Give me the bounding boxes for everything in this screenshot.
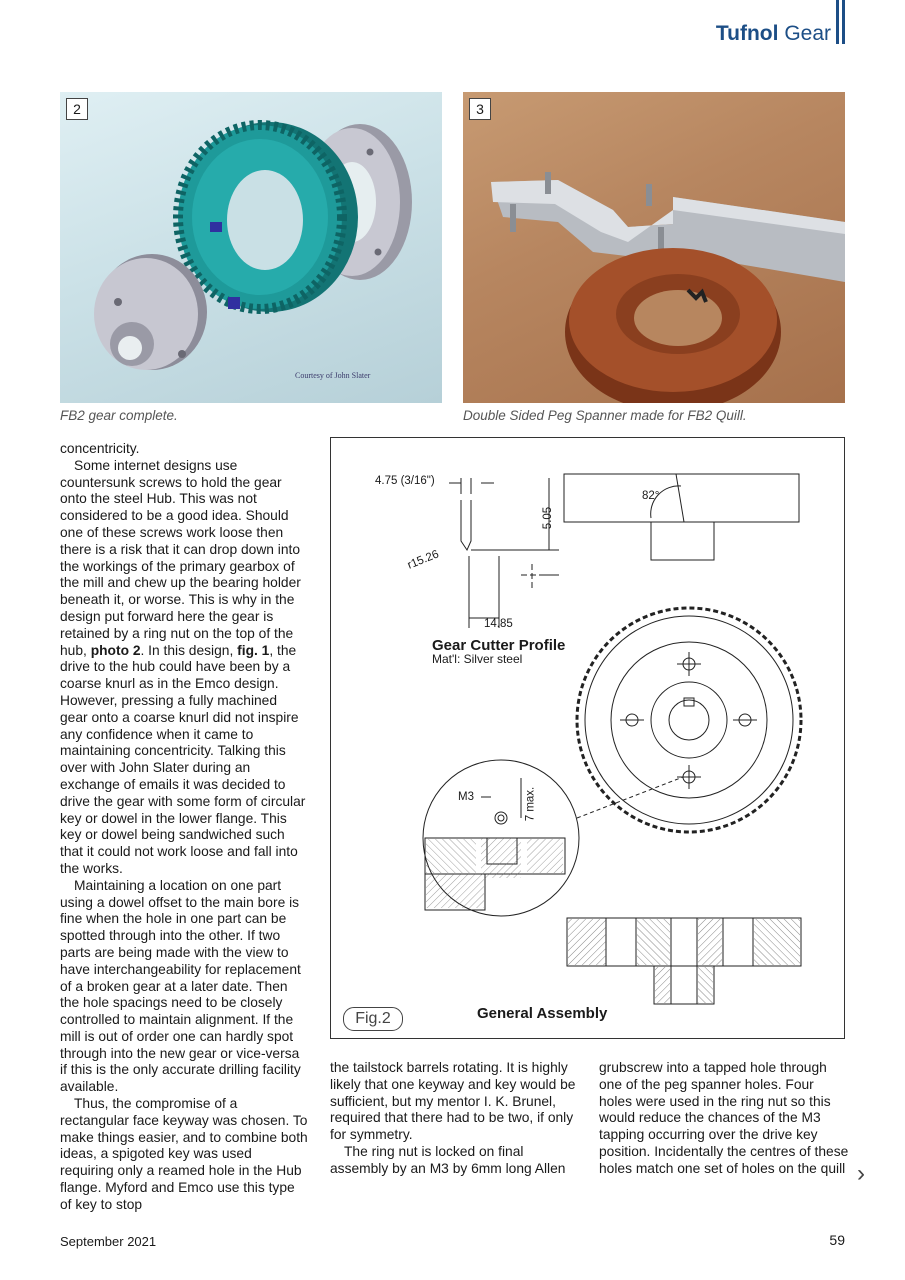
cutter-material: Mat'l: Silver steel — [432, 652, 523, 666]
article-column-1 — [60, 441, 308, 1214]
paragraph: grubscrew into a tapped hole through one of the peg spanner holes. Four holes were used in the ring nut so this would reduce the chances of the M3 tapping occurring over the drive key position. Incidentally the centres of these holes match one set of holes on the quill — [599, 1060, 849, 1176]
figure-2-drawing — [330, 437, 845, 1039]
dim-cutter-radius: r15.26 — [405, 548, 441, 572]
paragraph: Maintaining a location on one part using a dowel offset to the main bore is fine when the hole in one part can be spotted through into the other. If two parts are being made with the view to have interchangeability for replacement of a broken gear at a later date. Then the hole spacings need to be closely controlled to maintain alignment. If the mill is out of order one can hardly spot through into the new gear or vice-versa if this is the only accurate drilling facility available. — [60, 877, 301, 1095]
dim-angle: 82° — [642, 490, 660, 502]
paragraph: the tailstock barrels rotating. It is highly likely that one keyway and key would be sufficient, but my mentor I. K. Brunel, required that there had to be two, if only for symmetry. — [330, 1060, 576, 1143]
issue-date: September 2021 — [60, 1234, 157, 1249]
dim-7max: 7 max. — [524, 786, 537, 822]
dim-m3: M3 — [458, 791, 474, 803]
figure-label: Fig.2 — [343, 1007, 403, 1031]
paragraph: Thus, the compromise of a rectangular face keyway was chosen. To make things easier, and to combine both ideas, a spigoted key was used requiring only a reamed hole in the Hub flange. Myford and Emco use this type of key to stop — [60, 1096, 308, 1212]
photo-number-3: 3 — [469, 98, 491, 120]
photo-2-gear-render — [60, 92, 442, 403]
dim-cutter-width: 4.75 (3/16") — [375, 475, 435, 487]
figure-title: General Assembly — [477, 1005, 608, 1022]
article-column-3 — [599, 1060, 849, 1178]
technical-drawing — [331, 438, 846, 1040]
paragraph: Some internet designs use countersunk screws to hold the gear onto the steel Hub. This was not considered to be a good idea. Should one of these screws work loose then there is a risk that it can drop down into the workings of the primary gearbox of the mill and chew up the bearing holder beneath it, or worse. This is why in the design put forward here the gear is retained by a ring nut on the top of the hub, photo 2. In this design, fig. 1, the drive to the hub could have been by a coarse knurl as in the Emco design. However, pressing a fully machined gear onto a coarse knurl did not inspire any confidence when it came to maintaining concentricity. Talking this over with John Slater during an exchange of emails it was decided to drive the gear with some form of circular key or dowel in the lower flange. This key or dowel being sandwiched such that it could not work loose and fall into the works. — [60, 457, 306, 876]
dim-cutter-depth: 5.05 — [542, 506, 555, 530]
section-name: Gear — [784, 22, 831, 45]
paragraph: concentricity. — [60, 441, 140, 456]
brand-name: Tufnol — [715, 22, 779, 45]
gear-render-illustration — [60, 92, 442, 403]
photo-credit: Courtesy of John Slater — [295, 371, 371, 380]
next-page-icon[interactable]: › — [857, 1160, 865, 1187]
paragraph: The ring nut is locked on final assembly by an M3 by 6mm long Allen — [330, 1143, 566, 1176]
peg-spanner-illustration — [463, 92, 845, 403]
photo-3-peg-spanner — [463, 92, 845, 403]
page-number: 59 — [829, 1232, 845, 1248]
photo-2-caption: FB2 gear complete. — [60, 408, 178, 423]
cutter-profile-title: Gear Cutter Profile — [432, 637, 566, 654]
section-header — [716, 22, 831, 46]
photo-3-caption: Double Sided Peg Spanner made for FB2 Quill. — [463, 408, 747, 423]
header-bars-decoration — [836, 0, 845, 44]
article-column-2 — [330, 1060, 580, 1178]
photo-number-2: 2 — [66, 98, 88, 120]
dim-cutter-length: 14.85 — [484, 618, 513, 630]
